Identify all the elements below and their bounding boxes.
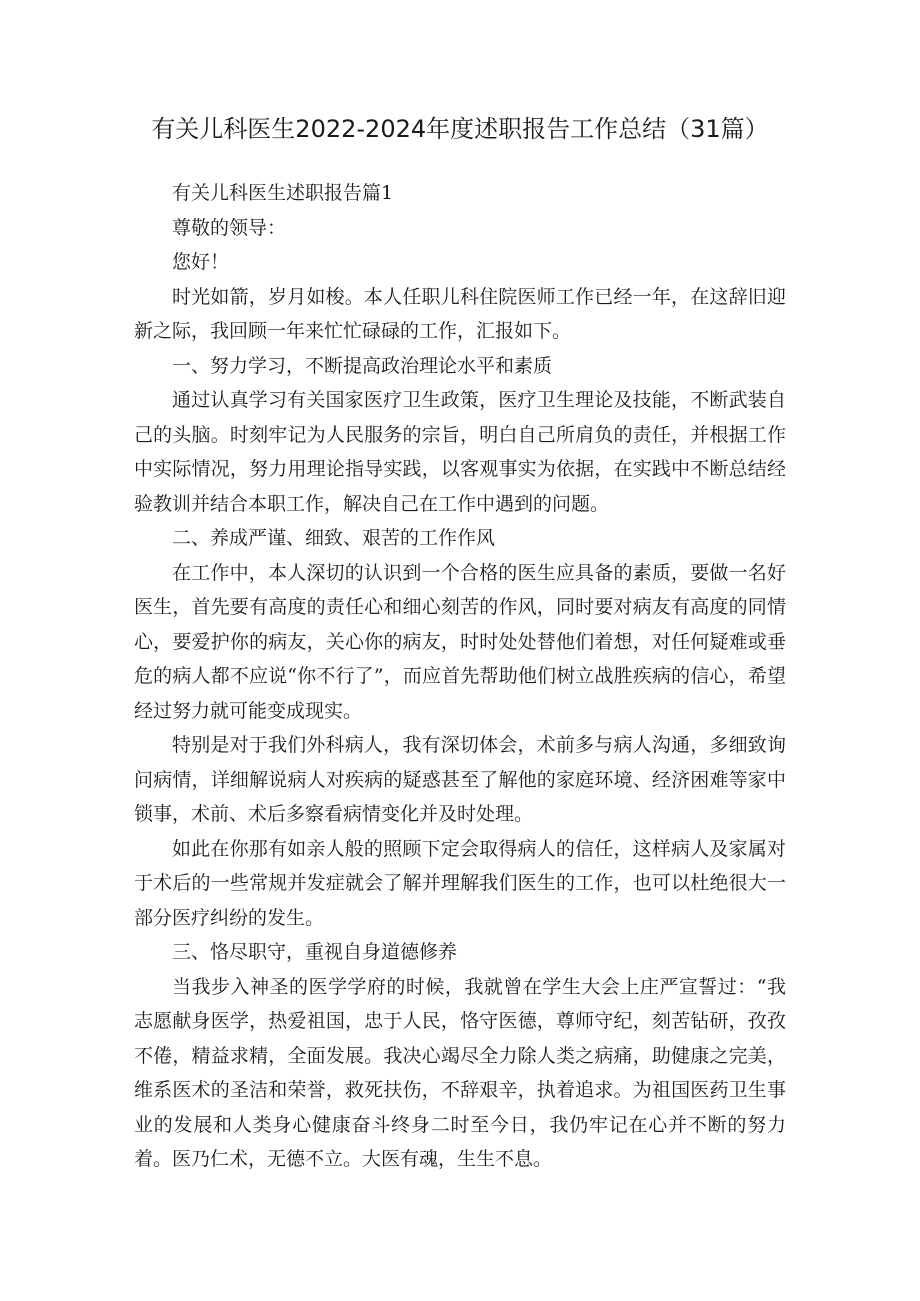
paragraph: 时光如箭，岁月如梭。本人任职儿科住院医师工作已经一年，在这辞旧迎新之际，我回顾一年来忙忙碌碌的工作，汇报如下。 [134, 285, 786, 342]
subheading: 三、恪尽职守，重视自身道德修养 [172, 941, 458, 963]
document-title: 有关儿科医生2022-2024年度述职报告工作总结（31篇） [151, 115, 769, 143]
paragraph: 特别是对于我们外科病人，我有深切体会，术前多与病人沟通，多细致询问病情，详细解说病人对疾病的疑惑甚至了解他的家庭环境、经济困难等家中锁事，术前、术后多察看病情变化并及时处理。 [134, 734, 786, 825]
paragraph: 如此在你那有如亲人般的照顾下定会取得病人的信任，这样病人及家属对于术后的一些常规并发症就会了解并理解我们医生的工作，也可以杜绝很大一部分医疗纠纷的发生。 [134, 837, 786, 929]
subheading: 一、努力学习，不断提高政治理论水平和素质 [172, 354, 553, 377]
paragraph: 在工作中，本人深切的认识到一个合格的医生应具备的素质，要做一名好医生，首先要有高度的责任心和细心刻苦的作风，同时要对病友有高度的同情心，要爱护你的病友，关心你的病友，时时处处替他们着想，对任何疑难或垂危的病人都不应说“你不行了”，而应首先帮助他们树立战胜疾病的信心，希望经过努力就可能变成现实。 [134, 561, 786, 722]
document-body [134, 176, 786, 1177]
paragraph: 当我步入神圣的医学学府的时候，我就曾在学生大会上庄严宣誓过：“我志愿献身医学，热爱祖国，忠于人民，恪守医德，尊师守纪，刻苦钻研，孜孜不倦，精益求精，全面发展。我决心竭尽全力除人类之病痛，助健康之完美，维系医术的圣洁和荣誉，救死扶伤，不辞艰辛，执着追求。为祖国医药卫生事业的发展和人类身心健康奋斗终身二时至今日，我仍牢记在心并不断的努力着。医乃仁术，无德不立。大医有魂，生生不息。 [134, 975, 786, 1170]
greeting: 您好！ [172, 251, 230, 273]
paragraph: 通过认真学习有关国家医疗卫生政策，医疗卫生理论及技能，不断武装自己的头脑。时刻牢记为人民服务的宗旨，明白自己所肩负的责任，并根据工作中实际情况，努力用理论指导实践，以客观事实为依据，在实践中不断总结经验教训并结合本职工作，解决自己在工作中遇到的问题。 [134, 389, 786, 515]
salutation: 尊敬的领导： [172, 216, 287, 239]
section-heading: 有关儿科医生述职报告篇1 [172, 182, 394, 204]
subheading: 二、养成严谨、细致、艰苦的工作作风 [172, 527, 496, 549]
